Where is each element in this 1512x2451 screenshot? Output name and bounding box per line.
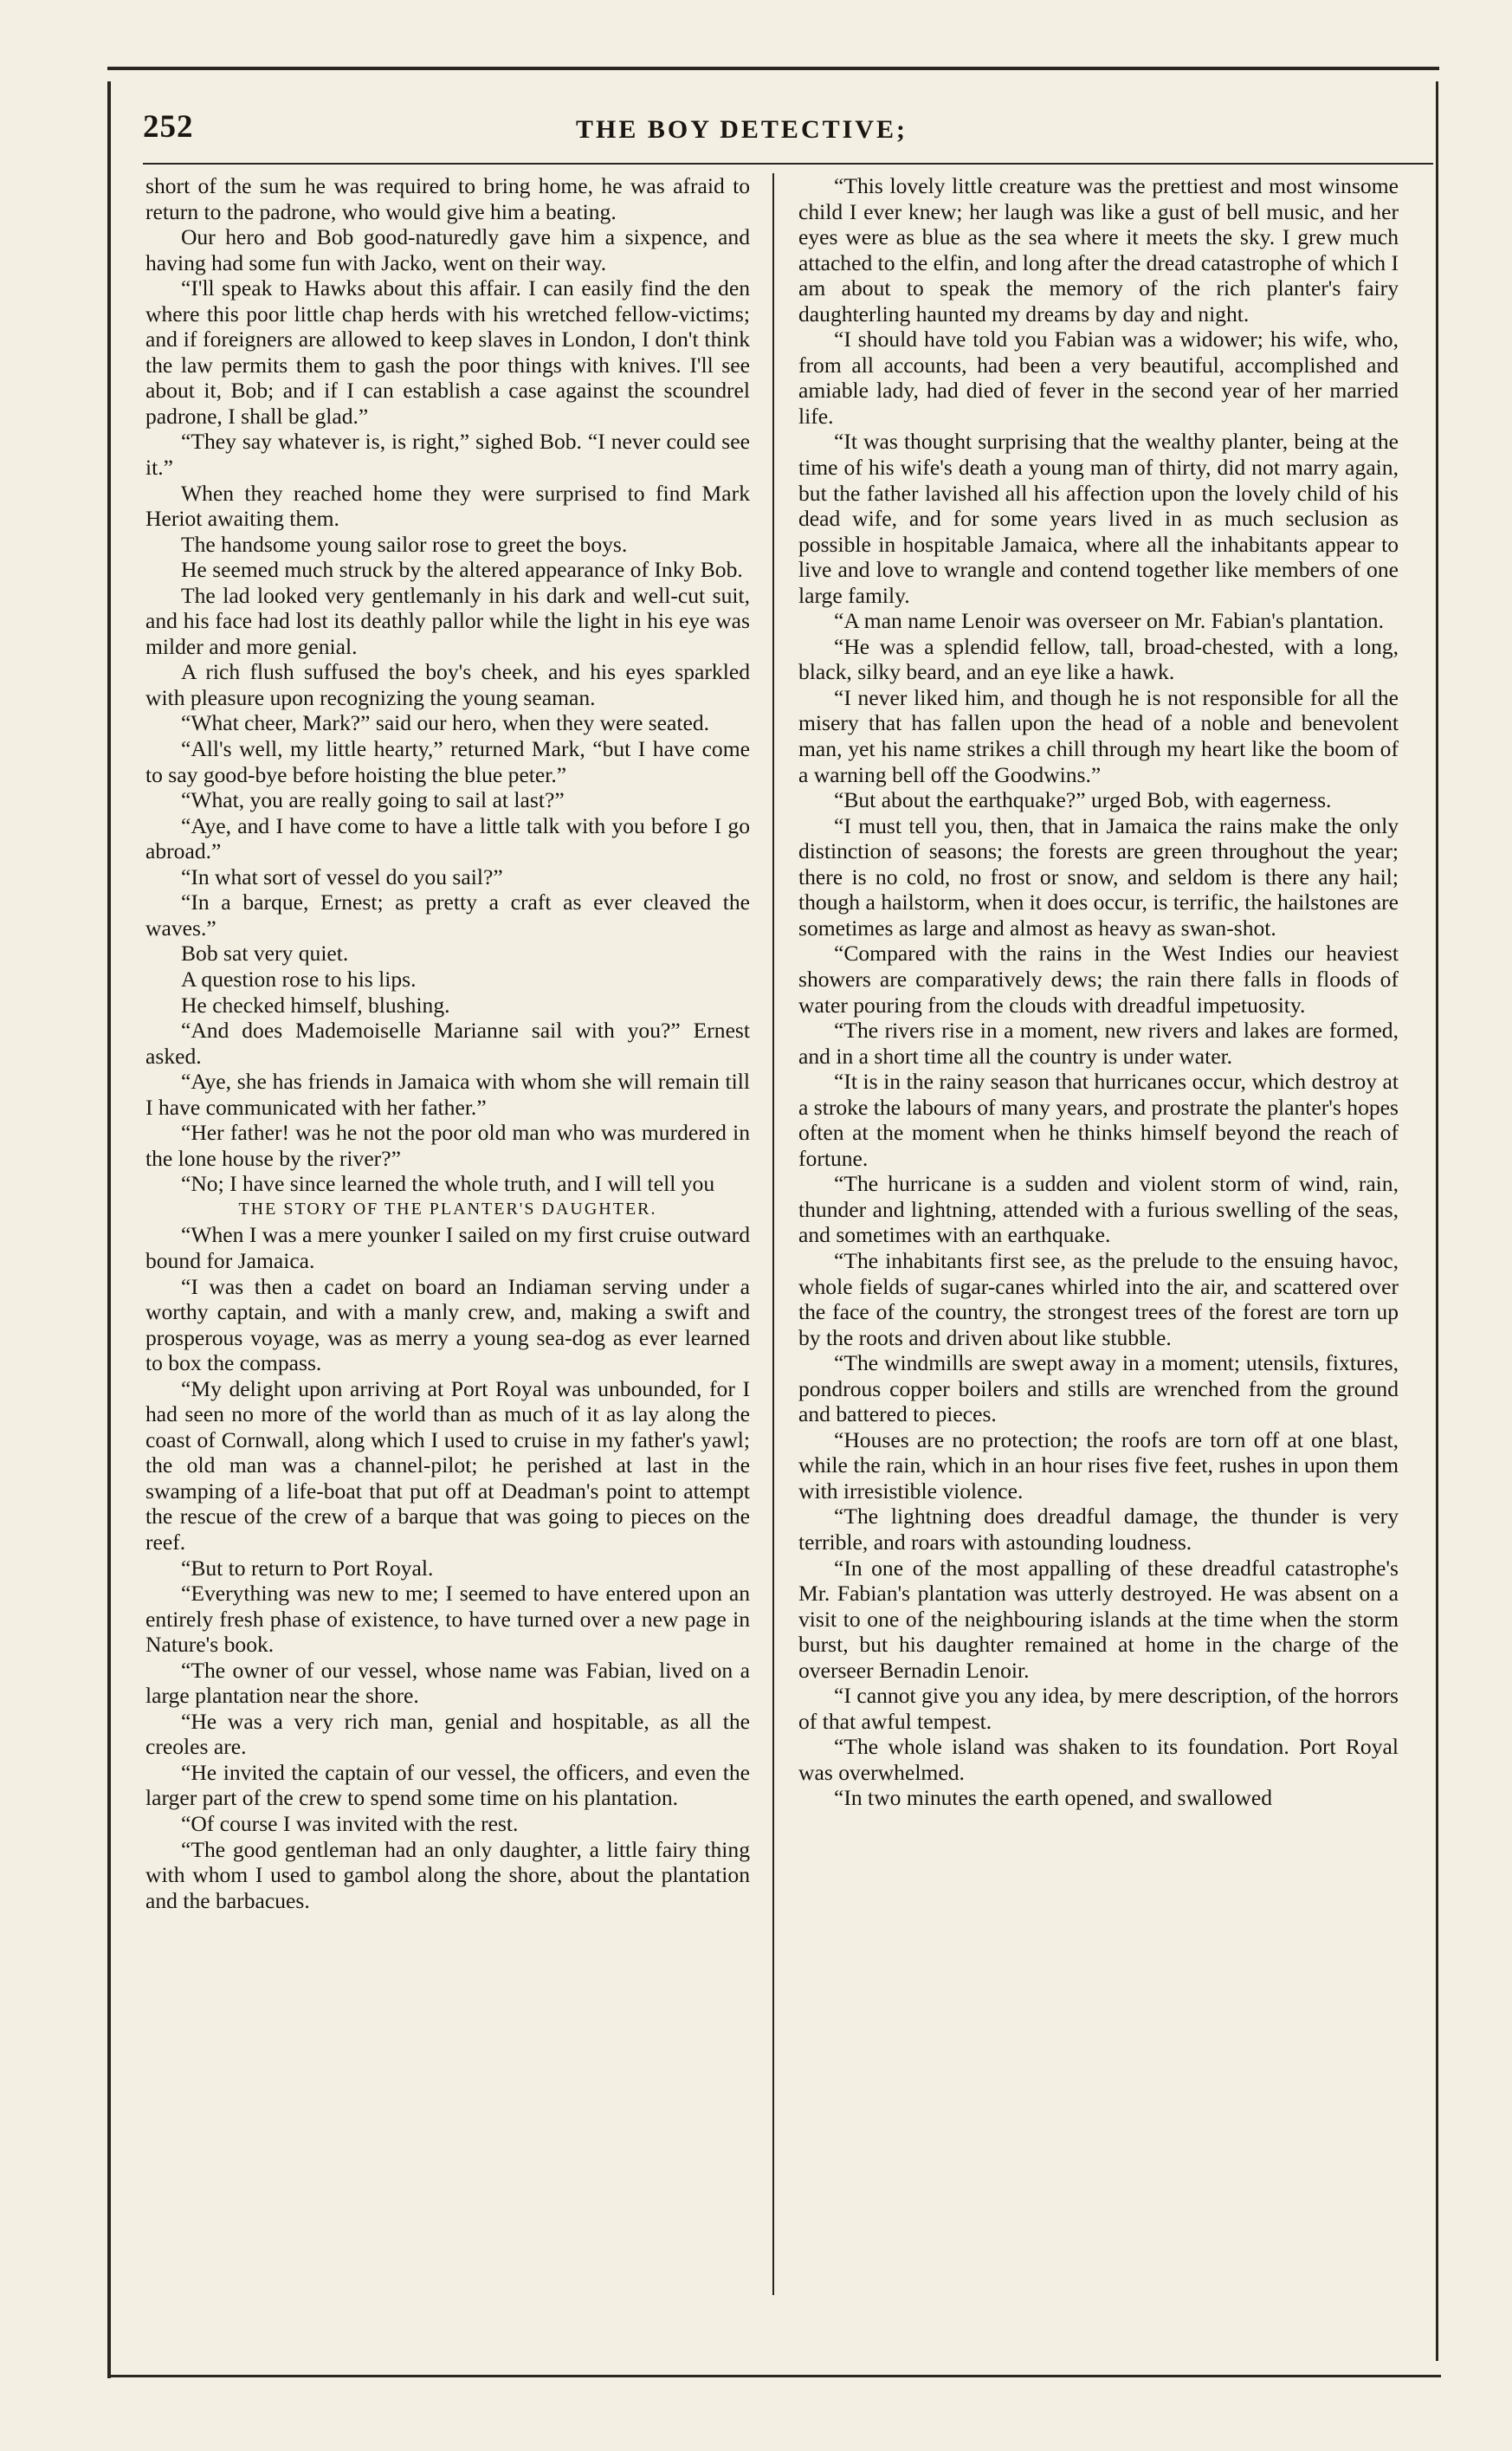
paragraph: “They say whatever is, is right,” sighed Bob. “I never could see it.”: [145, 429, 750, 481]
paragraph: “I cannot give you any idea, by mere description, of the horrors of that awful tempest.: [798, 1683, 1399, 1734]
paragraph: “Everything was new to me; I seemed to have entered upon an entirely fresh phase of existence, to have turned over a new page in Nature's book.: [145, 1581, 750, 1658]
paragraph: “But to return to Port Royal.: [180, 1555, 434, 1581]
paragraph: “The rivers rise in a moment, new rivers and lakes are formed, and in a short time all the country is under water.: [798, 1018, 1399, 1069]
paragraph: He checked himself, blushing.: [180, 992, 450, 1018]
page-number: 252: [143, 109, 194, 145]
right-column: [798, 173, 1399, 1811]
paragraph: “It was thought surprising that the wealthy planter, being at the time of his wife's death a young man of thirty, did not marry again, but the father lavished all his affection upon the lovely child of his dead wife, and for some years lived in as much seclusion as possible in hospitable Jamaica, where all the inhabitants appear to live and love to wrangle and contend together like members of one large family.: [798, 429, 1399, 608]
paragraph: “Aye, and I have come to have a little talk with you before I go abroad.”: [145, 812, 750, 864]
paragraph: short of the sum he was required to bring home, he was afraid to return to the padrone, who would give him a beating.: [145, 173, 750, 224]
paragraph: A rich flush suffused the boy's cheek, and his eyes sparkled with pleasure upon recognizing the young seaman.: [145, 659, 750, 710]
header-rule: [143, 163, 1433, 165]
paragraph: “He was a splendid fellow, tall, broad-chested, with a long, black, silky beard, and an eye like a hawk.: [798, 633, 1399, 685]
paragraph: “When I was a mere younker I sailed on my first cruise outward bound for Jamaica.: [145, 1222, 750, 1273]
paragraph: “He invited the captain of our vessel, the officers, and even the larger part of the crew to spend some time on his plantation.: [145, 1759, 750, 1811]
paragraph: “I must tell you, then, that in Jamaica the rains make the only distinction of seasons; the forests are green throughout the year; there is no cold, no frost or snow, and seldom is there any hail; though a hailstorm, when it does occur, is terrific, the hailstones are sometimes as large and almost as heavy as swan-shot.: [798, 812, 1399, 941]
left-border-rule: [107, 81, 111, 2378]
paragraph: “In one of the most appalling of these dreadful catastrophe's Mr. Fabian's plantation was utterly destroyed. He was absent on a visit to one of the neighbouring islands at the time when the storm burst, but his daughter remained at home in the charge of the overseer Bernadin Lenoir.: [798, 1555, 1399, 1683]
paragraph: “What, you are really going to sail at last?”: [180, 787, 565, 813]
paragraph: “The lightning does dreadful damage, the thunder is very terrible, and roars with astounding loudness.: [798, 1504, 1399, 1555]
paragraph: “But about the earthquake?” urged Bob, with eagerness.: [833, 787, 1332, 813]
paragraph: “Aye, she has friends in Jamaica with whom she will remain till I have communicated with her father.”: [145, 1069, 750, 1120]
running-title: THE BOY DETECTIVE;: [576, 115, 908, 144]
paragraph: “A man name Lenoir was overseer on Mr. Fabian's plantation.: [833, 608, 1384, 634]
paragraph: He seemed much struck by the altered appearance of Inky Bob.: [180, 557, 743, 583]
paragraph: “What cheer, Mark?” said our hero, when they were seated.: [180, 710, 710, 736]
paragraph: “I never liked him, and though he is not responsible for all the misery that has fallen upon the head of a noble and benevolent man, yet his name strikes a chill through my heart like the boom of a warning bell off the Goodwins.”: [798, 684, 1399, 787]
column-divider: [772, 173, 774, 2295]
paragraph: “Of course I was invited with the rest.: [180, 1811, 519, 1836]
paragraph: “In two minutes the earth opened, and swallowed: [833, 1785, 1272, 1811]
left-column: [145, 173, 750, 1913]
paragraph: “The whole island was shaken to its foundation. Port Royal was overwhelmed.: [798, 1734, 1399, 1785]
paragraph: Bob sat very quiet.: [180, 941, 349, 967]
paragraph: “Her father! was he not the poor old man who was murdered in the lone house by the river?”: [145, 1120, 750, 1171]
paragraph: “Houses are no protection; the roofs are torn off at one blast, while the rain, which in an hour rises five feet, rushes in upon them with irresistible violence.: [798, 1426, 1399, 1504]
paragraph: “The hurricane is a sudden and violent storm of wind, rain, thunder and lightning, attended with a furious swelling of the seas, and sometimes with an earthquake.: [798, 1171, 1399, 1248]
paragraph: The handsome young sailor rose to greet the boys.: [180, 531, 628, 557]
paragraph: “The good gentleman had an only daughter, a little fairy thing with whom I used to gambol along the shore, about the plantation and the barbacues.: [145, 1836, 750, 1913]
paragraph: “My delight upon arriving at Port Royal was unbounded, for I had seen no more of the world than as much of it as lay along the coast of Cornwall, along which I used to cruise in my father's yawl; the old man was a channel-pilot; he perished at last in the swamping of a life-boat that put off at Deadman's point to attempt the rescue of the crew of a barque that was going to pieces on the reef.: [145, 1375, 750, 1555]
paragraph: “It is in the rainy season that hurricanes occur, which destroy at a stroke the labours of many years, and prostrate the planter's hopes often at the moment when he thinks himself beyond the reach of fortune.: [798, 1069, 1399, 1171]
paragraph: “I'll speak to Hawks about this affair. I can easily find the den where this poor little chap herds with his wretched fellow-victims; and if foreigners are allowed to keep slaves in London, I don't think the law permits them to gash the poor things with knives. I'll see about it, Bob; and if I can establish a case against the scoundrel padrone, I shall be glad.”: [145, 275, 750, 429]
page-header: [143, 108, 1391, 160]
bottom-border-rule: [107, 2375, 1441, 2377]
right-border-rule: [1436, 81, 1438, 2361]
paragraph: “And does Mademoiselle Marianne sail with you?” Ernest asked.: [145, 1018, 750, 1069]
top-border-rule: [107, 67, 1439, 70]
paragraph: “In what sort of vessel do you sail?”: [180, 863, 503, 889]
paragraph: “This lovely little creature was the prettiest and most winsome child I ever knew; her laugh was like a gust of bell music, and her eyes were as blue as the sea where it meets the sky. I grew much attached to the elfin, and long after the dread catastrophe of which I am about to speak the memory of the rich planter's fairy daughterling haunted my dreams by day and night.: [798, 173, 1399, 327]
paragraph: “He was a very rich man, genial and hospitable, as all the creoles are.: [145, 1708, 750, 1760]
paragraph: “All's well, my little hearty,” returned Mark, “but I have come to say good-bye before hoisting the blue peter.”: [145, 736, 750, 787]
section-title: THE STORY OF THE PLANTER'S DAUGHTER.: [238, 1199, 657, 1219]
paragraph: “I should have told you Fabian was a widower; his wife, who, from all accounts, had been a very beautiful, accomplished and amiable lady, had died of fever in the second year of her married life.: [798, 327, 1399, 429]
paragraph: “The owner of our vessel, whose name was Fabian, lived on a large plantation near the shore.: [145, 1657, 750, 1709]
paragraph: “The inhabitants first see, as the prelude to the ensuing havoc, whole fields of sugar-canes whirled into the air, and scattered over the face of the country, the strongest trees of the forest are torn up by the roots and driven about like stubble.: [798, 1247, 1399, 1350]
paragraph: “No; I have since learned the whole truth, and I will tell you: [180, 1171, 715, 1197]
paragraph: Our hero and Bob good-naturedly gave him a sixpence, and having had some fun with Jacko, went on their way.: [145, 224, 750, 275]
paragraph: “The windmills are swept away in a moment; utensils, fixtures, pondrous copper boilers and stills are wrenched from the ground and battered to pieces.: [798, 1350, 1399, 1427]
paragraph: When they reached home they were surprised to find Mark Heriot awaiting them.: [145, 480, 750, 532]
paragraph: “I was then a cadet on board an Indiaman serving under a worthy captain, and with a manly crew, and, making a swift and prosperous voyage, was as merry a young sea-dog as ever learned to box the compass.: [145, 1273, 750, 1376]
paragraph: The lad looked very gentlemanly in his dark and well-cut suit, and his face had lost its deathly pallor while the light in his eye was milder and more genial.: [145, 582, 750, 659]
paragraph: A question rose to his lips.: [180, 966, 417, 992]
paragraph: “In a barque, Ernest; as pretty a craft as ever cleaved the waves.”: [145, 889, 750, 941]
paragraph: “Compared with the rains in the West Indies our heaviest showers are comparatively dews; the rain there falls in floods of water pouring from the clouds with dreadful impetuosity.: [798, 941, 1399, 1018]
